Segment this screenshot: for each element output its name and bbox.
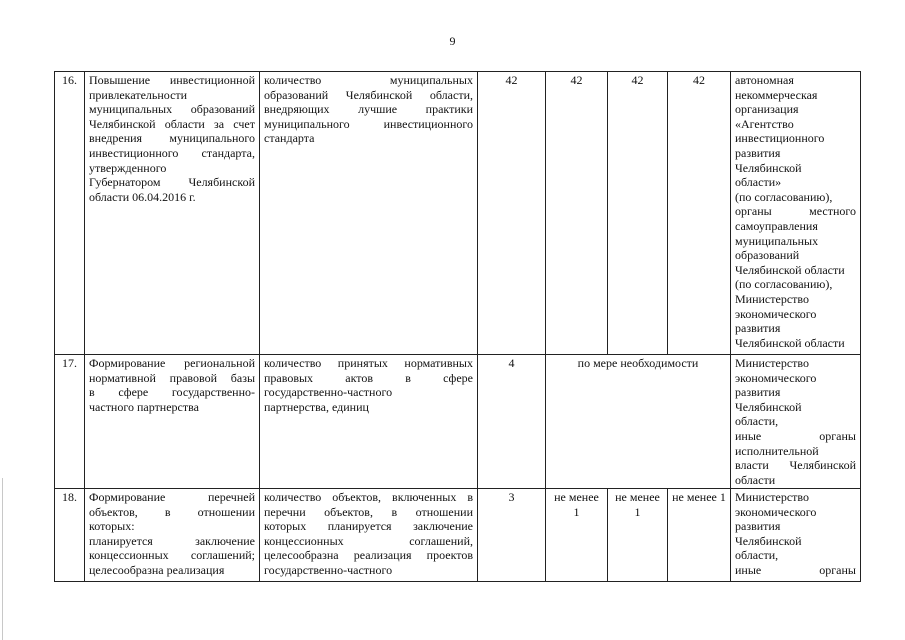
text-line: иные органы [735,428,856,443]
table-row [55,489,861,582]
text-line: образований Челябинской области, [264,87,473,102]
indicator-cell [260,355,478,489]
text-line: внедрения муниципального [89,131,255,146]
text-line: Повышение инвестиционной [89,73,255,87]
text-line: самоуправления [735,218,818,233]
text-line: власти Челябинской [735,458,856,473]
measure-cell [85,355,260,489]
text-line: количество объектов, включенных в [264,490,473,504]
text-line: Челябинской [735,160,802,175]
text-line: (по согласованию), [735,189,833,204]
text-line: Челябинской [735,399,802,414]
executor-cell [731,72,861,355]
text-line: концессионных соглашений; [89,548,255,563]
text-line: перечни объектов, в отношении [264,504,473,519]
text-line: области 06.04.2016 г. [89,189,196,204]
value-cell: 42 [608,72,668,355]
value-cell: 42 [668,72,731,355]
table-row [55,72,861,355]
value-cell: не менее 1 [608,489,668,582]
text-line: количество принятых нормативных [264,356,473,370]
text-line: развития [735,519,781,534]
page-number: 9 [449,34,456,48]
text-line: исполнительной [735,443,819,458]
text-line: государственно-частного [264,562,393,577]
text-line: автономная [735,73,794,87]
value-cell: 42 [546,72,608,355]
text-line: экономического [735,504,817,519]
text-line: развития [735,385,781,400]
text-line: концессионных соглашений, [264,533,473,548]
text-line: развития [735,321,781,336]
text-line: Министерство [735,291,809,306]
text-line: Министерство [735,356,809,370]
text-line: стандарта [264,131,315,146]
executor-cell [731,489,861,582]
text-line: Челябинской [735,533,802,548]
text-line: (по согласованию), [735,277,833,292]
row-number: 17. [55,355,85,489]
text-line: партнерства, единиц [264,399,369,414]
text-line: развития [735,145,781,160]
text-line: органы местного [735,204,856,219]
text-line: Челябинской области [735,262,845,277]
text-line: некоммерческая [735,87,818,102]
text-line: которых планируется заключение [264,519,473,534]
text-line: муниципальных образований [89,102,255,117]
text-line: экономического [735,306,817,321]
text-line: планируется заключение [89,533,255,548]
scan-edge-mark [2,478,3,640]
text-line: Челябинской области за счет [89,116,255,131]
text-line: частного партнерства [89,399,199,414]
text-line: экономического [735,370,817,385]
value-cell: не менее 1 [668,489,731,582]
text-line: утвержденного [89,160,167,175]
text-line: муниципального инвестиционного [264,116,473,131]
table-row [55,355,861,489]
text-line: которых: [89,519,135,534]
text-line: количество муниципальных [264,73,473,87]
text-line: «Агентство [735,116,794,131]
text-line: в сфере государственно- [89,385,255,400]
text-line: инвестиционного стандарта, [89,145,255,160]
measures-table [54,71,861,582]
text-line: государственно-частного [264,385,393,400]
text-line: Челябинской области [735,335,845,350]
value-cell: 4 [478,355,546,489]
text-line: муниципальных [735,233,819,248]
text-line: Формирование региональной [89,356,255,370]
value-cell: не менее 1 [546,489,608,582]
text-line: правовых актов в сфере [264,370,473,385]
value-cell: 42 [478,72,546,355]
text-line: целесообразна реализация проектов [264,548,473,563]
executor-cell [731,355,861,489]
text-line: нормативной правовой базы [89,370,255,385]
indicator-cell [260,489,478,582]
text-line: области [735,472,776,487]
text-line: инвестиционного [735,131,825,146]
measure-cell [85,72,260,355]
text-line: Министерство [735,490,809,504]
text-line: области» [735,175,782,190]
merged-value-cell: по мере необходимости [546,355,731,489]
row-number: 16. [55,72,85,355]
row-number: 18. [55,489,85,582]
text-line: иные органы [735,562,856,577]
text-line: образований [735,248,800,263]
text-line: Губернатором Челябинской [89,175,255,190]
text-line: внедряющих лучшие практики [264,102,473,117]
text-line: области, [735,548,779,563]
value-cell: 3 [478,489,546,582]
text-line: Формирование перечней [89,490,255,504]
indicator-cell [260,72,478,355]
measure-cell [85,489,260,582]
text-line: привлекательности [89,87,188,102]
text-line: целесообразна реализация [89,562,225,577]
text-line: организация [735,102,799,117]
text-line: объектов, в отношении [89,504,255,519]
text-line: области, [735,414,779,429]
